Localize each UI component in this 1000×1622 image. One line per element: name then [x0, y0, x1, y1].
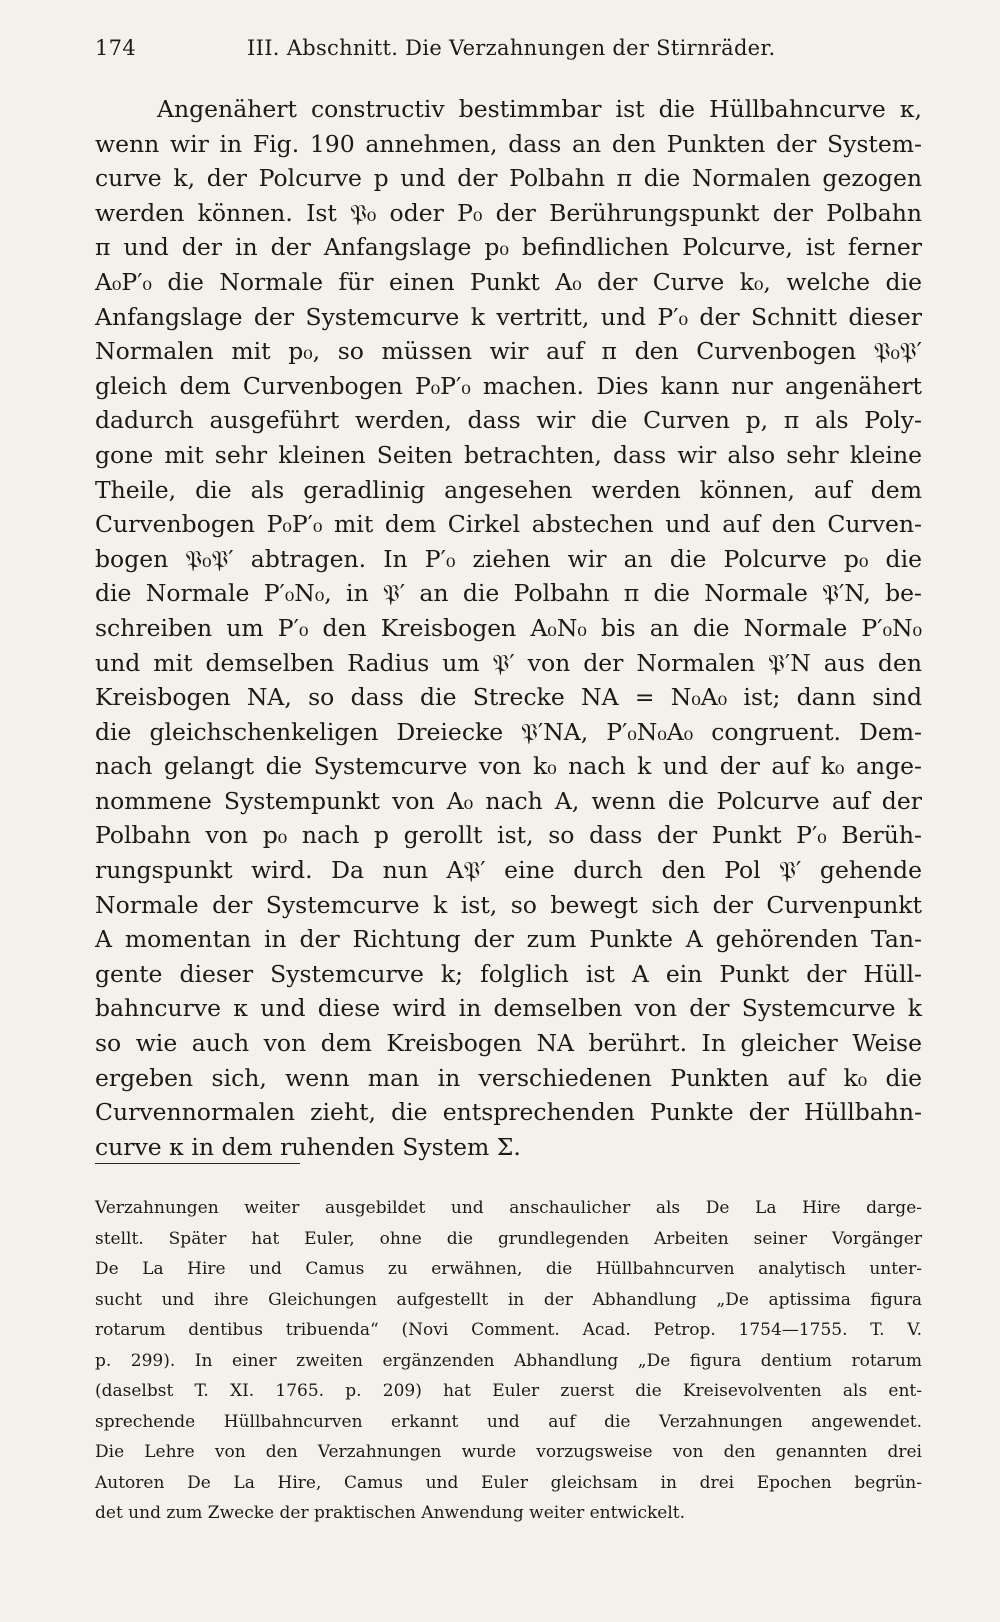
text-line: Normale der Systemcurve k ist, so bewegt sich der Curvenpunkt [95, 890, 922, 919]
text-line: Polbahn von p₀ nach p gerollt ist, so dass der Punkt P′₀ Berüh- [95, 821, 922, 850]
text-line: Curvenbogen P₀P′₀ mit dem Cirkel abstechen und auf den Curven- [95, 510, 922, 539]
text-line: ergeben sich, wenn man in verschiedenen Punkten auf k₀ die [95, 1063, 922, 1092]
footnote-line: (daselbst T. XI. 1765. p. 209) hat Euler zuerst die Kreisevolventen als ent- [95, 1381, 922, 1401]
footnote-line: sprechende Hüllbahncurven erkannt und auf die Verzahnungen angewendet. [95, 1411, 922, 1432]
text-line: Curvennormalen zieht, die entsprechenden Punkte der Hüllbahn- [95, 1098, 922, 1127]
text-line: A momentan in der Richtung der zum Punkte A gehörenden Tan- [95, 925, 922, 954]
text-line: rungspunkt wird. Da nun A𝔓′ eine durch den Pol 𝔓′ gehende [95, 856, 922, 885]
footnote-line: De La Hire und Camus zu erwähnen, die Hüllbahncurven analytisch unter- [95, 1259, 922, 1279]
text-line: Theile, die als geradlinig angesehen werden können, auf dem [95, 475, 922, 504]
main-text [95, 92, 922, 1164]
footnote-line: Verzahnungen weiter ausgebildet und anschaulicher als De La Hire darge- [95, 1198, 922, 1218]
text-line: Angenähert constructiv bestimmbar ist die Hüllbahncurve κ, [157, 95, 922, 123]
footnote-line: Die Lehre von den Verzahnungen wurde vorzugsweise von den genannten drei [95, 1442, 922, 1462]
text-line: Anfangslage der Systemcurve k vertritt, und P′₀ der Schnitt dieser [95, 302, 922, 331]
text-line: A₀P′₀ die Normale für einen Punkt A₀ der Curve k₀, welche die [95, 267, 922, 296]
text-line: curve κ in dem ruhenden System Σ. [95, 1132, 521, 1161]
footnote-line: sucht und ihre Gleichungen aufgestellt in der Abhandlung „De aptissima figura [95, 1289, 922, 1310]
text-line: und mit demselben Radius um 𝔓′ von der Normalen 𝔓′N aus den [95, 648, 922, 677]
running-title: III. Abschnitt. Die Verzahnungen der Stirnräder. [247, 36, 776, 60]
text-line: wenn wir in Fig. 190 annehmen, dass an den Punkten der System- [95, 129, 922, 158]
text-line: gleich dem Curvenbogen P₀P′₀ machen. Dies kann nur angenähert [95, 371, 922, 400]
text-line: so wie auch von dem Kreisbogen NA berührt. In gleicher Weise [95, 1029, 922, 1058]
footnote [95, 1193, 922, 1529]
text-line: curve k, der Polcurve p und der Polbahn π die Normalen gezogen [95, 164, 922, 193]
text-line: die gleichschenkeligen Dreiecke 𝔓′NA, P′₀N₀A₀ congruent. Dem- [95, 717, 922, 746]
text-line: gente dieser Systemcurve k; folglich ist A ein Punkt der Hüll- [95, 959, 922, 988]
footnote-line: det und zum Zwecke der praktischen Anwendung weiter entwickelt. [95, 1503, 686, 1523]
text-line: gone mit sehr kleinen Seiten betrachten, dass wir also sehr kleine [95, 440, 922, 469]
footnote-divider [95, 1163, 300, 1164]
text-line: Normalen mit p₀, so müssen wir auf π den Curvenbogen 𝔓₀𝔓′ [95, 337, 922, 366]
text-line: Kreisbogen NA, so dass die Strecke NA = N₀A₀ ist; dann sind [95, 683, 922, 712]
page-number: 174 [95, 36, 136, 60]
footnote-line: p. 299). In einer zweiten ergänzenden Abhandlung „De figura dentium rotarum [95, 1350, 922, 1371]
text-line: nach gelangt die Systemcurve von k₀ nach k und der auf k₀ ange- [95, 752, 922, 781]
text-line: nommene Systempunkt von A₀ nach A, wenn die Polcurve auf der [95, 786, 922, 815]
text-line: die Normale P′₀N₀, in 𝔓′ an die Polbahn π die Normale 𝔓′N, be- [95, 579, 922, 608]
text-line: werden können. Ist 𝔓₀ oder P₀ der Berührungspunkt der Polbahn [95, 198, 922, 227]
text-line: bahncurve κ und diese wird in demselben von der Systemcurve k [95, 994, 922, 1023]
text-line: dadurch ausgeführt werden, dass wir die Curven p, π als Poly- [95, 406, 922, 435]
footnote-line: rotarum dentibus tribuenda“ (Novi Comment. Acad. Petrop. 1754—1755. T. V. [95, 1320, 922, 1340]
footnote-line: Autoren De La Hire, Camus und Euler gleichsam in drei Epochen begrün- [95, 1472, 922, 1493]
text-line: schreiben um P′₀ den Kreisbogen A₀N₀ bis an die Normale P′₀N₀ [95, 613, 922, 642]
footnote-line: stellt. Später hat Euler, ohne die grundlegenden Arbeiten seiner Vorgänger [95, 1228, 922, 1249]
text-line: bogen 𝔓₀𝔓′ abtragen. In P′₀ ziehen wir an die Polcurve p₀ die [95, 544, 922, 573]
text-line: π und der in der Anfangslage p₀ befindlichen Polcurve, ist ferner [95, 233, 922, 262]
